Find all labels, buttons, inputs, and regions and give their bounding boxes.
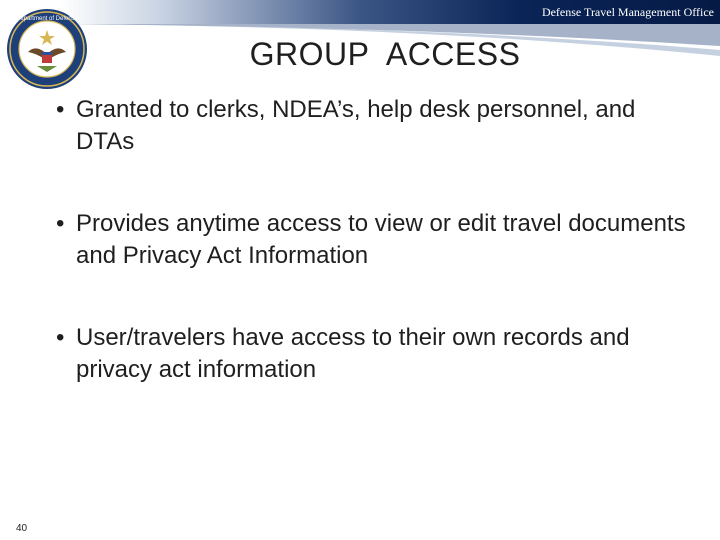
bullet-marker: • bbox=[56, 96, 65, 123]
bullet-list bbox=[56, 94, 696, 436]
slide-title: GROUP ACCESS bbox=[249, 36, 521, 72]
bullet-item bbox=[56, 322, 696, 386]
bullet-text: Granted to clerks, NDEA’s, help desk personnel, and DTAs bbox=[76, 96, 636, 155]
bullet-marker: • bbox=[56, 210, 65, 237]
bullet-item bbox=[56, 208, 696, 272]
bullet-item bbox=[56, 94, 696, 158]
bullet-marker: • bbox=[56, 324, 65, 351]
bullet-text: User/travelers have access to their own records and privacy act information bbox=[76, 324, 630, 383]
bullet-text: Provides anytime access to view or edit travel documents and Privacy Act Information bbox=[76, 210, 686, 269]
dod-seal-icon bbox=[6, 8, 88, 90]
seal-ring-text: Department of Defense bbox=[15, 16, 79, 22]
office-name: Defense Travel Management Office bbox=[541, 5, 714, 19]
page-number: 40 bbox=[16, 523, 28, 534]
